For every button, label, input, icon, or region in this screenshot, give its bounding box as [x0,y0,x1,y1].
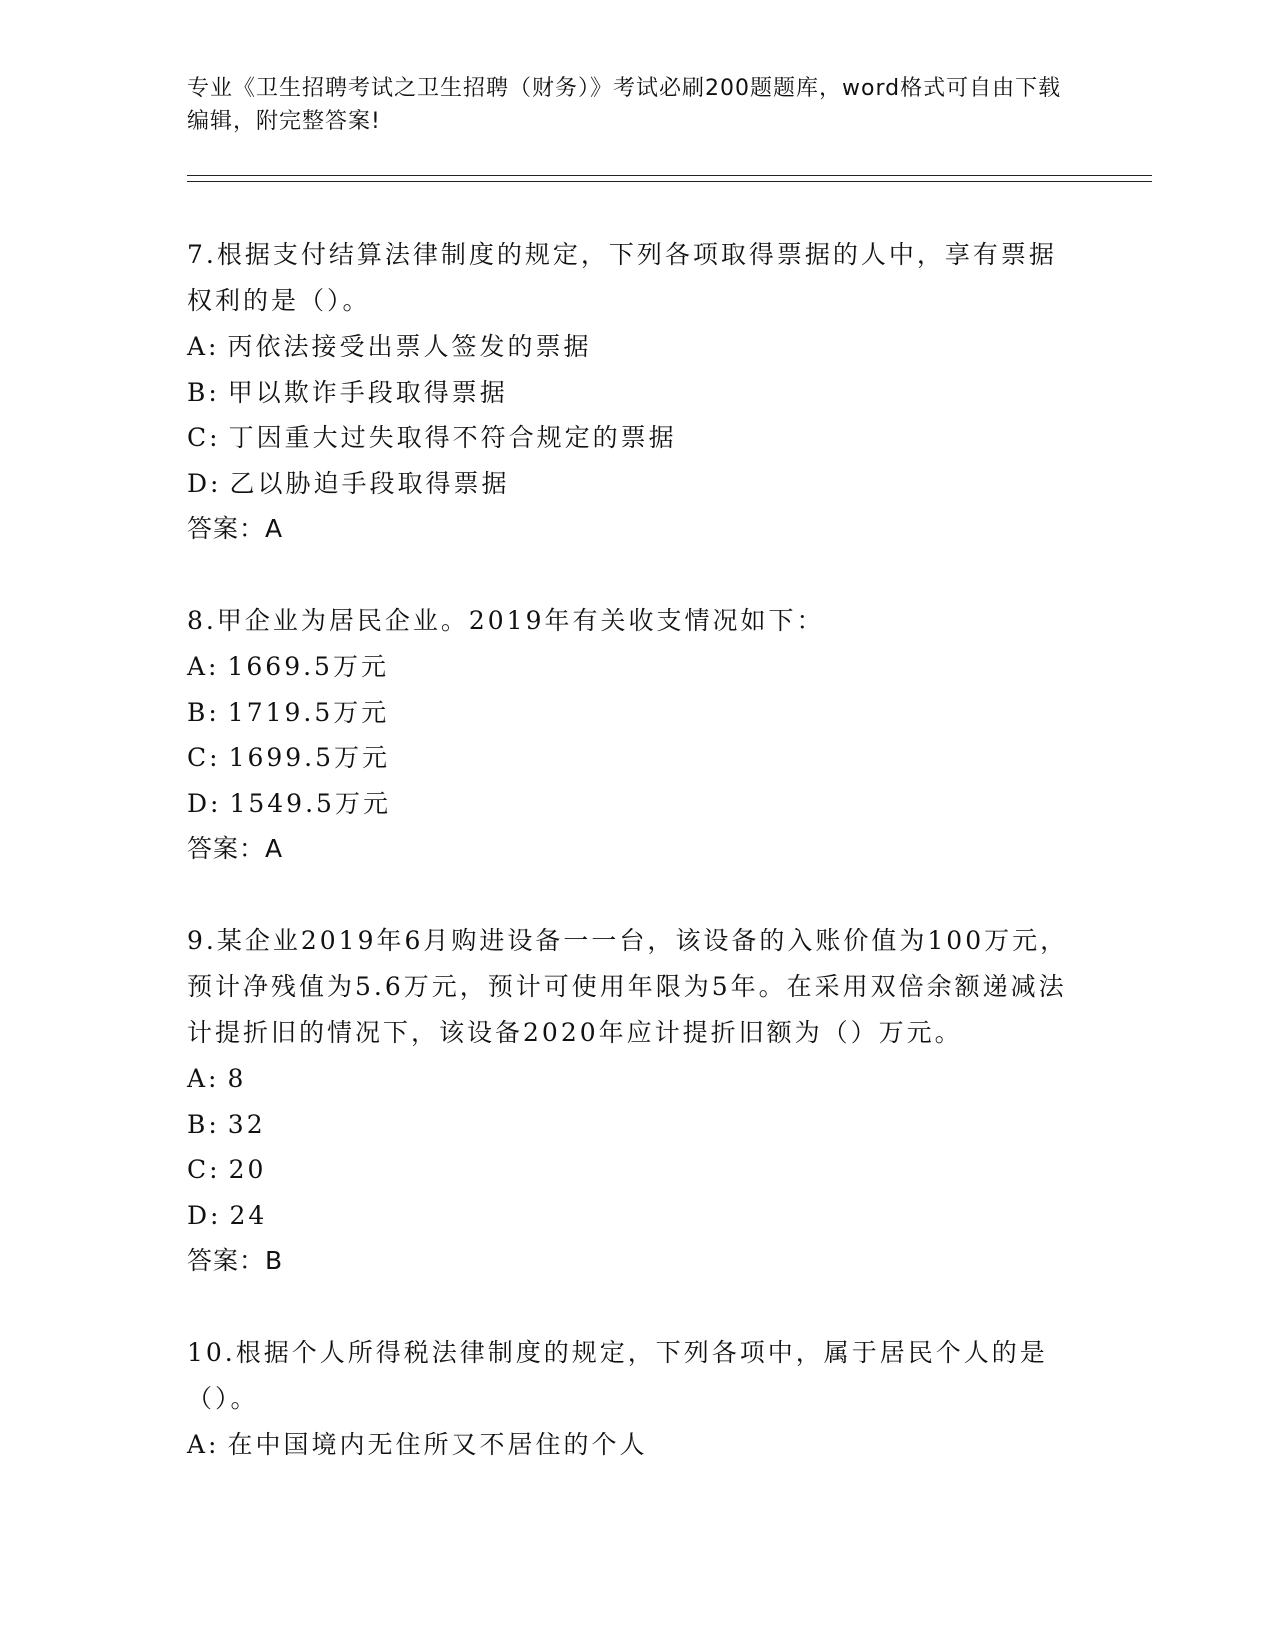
option-text: 乙以胁迫手段取得票据 [229,468,510,498]
option-c [187,735,1077,781]
option-b [187,370,1077,416]
answer-line [187,826,1077,872]
option-d [187,1193,1077,1239]
option-text: 20 [228,1155,267,1184]
header-divider-top [187,175,1152,176]
question-text: 9.某企业2019年6月购进设备一一台，该设备的入账价值为100万元，预计净残值为5.6万元，预计可使用年限为5年。在采用双倍余额递减法计提折旧的情况下，该设备2020年应计提折旧额为（）万元。 [187,926,1069,1047]
option-letter: C: [187,743,221,772]
option-b [187,690,1077,736]
option-text: 1699.5万元 [228,743,391,772]
answer-line [187,506,1077,552]
option-letter: B: [187,377,220,407]
option-text: 24 [229,1200,268,1230]
header-divider-bottom [187,181,1152,182]
answer-label: 答案： [187,1246,266,1275]
option-letter: C: [187,423,221,452]
option-text: 甲以欺诈手段取得票据 [227,377,508,407]
option-d [187,461,1077,507]
question-text: 10.根据个人所得税法律制度的规定，下列各项中，属于居民个人的是（）。 [187,1338,1048,1413]
option-letter: D: [187,1200,222,1230]
option-c [187,1147,1077,1193]
answer-line [187,1238,1077,1284]
answer-value: B [265,1246,284,1275]
option-a [187,324,1077,370]
option-a [187,1422,1077,1468]
option-letter: A: [187,1064,220,1093]
option-text: 丙依法接受出票人签发的票据 [227,332,592,361]
option-letter: A: [187,332,220,361]
option-b [187,1102,1077,1148]
option-letter: A: [187,1430,220,1459]
option-a [187,644,1077,690]
option-text: 32 [227,1109,266,1139]
document-header [187,72,1067,138]
question-text: 7.根据支付结算法律制度的规定，下列各项取得票据的人中，享有票据权利的是（）。 [187,240,1057,315]
option-letter: D: [187,788,222,818]
option-text: 1719.5万元 [227,697,390,727]
answer-label: 答案： [187,514,266,543]
question-10 [187,1330,1077,1468]
option-letter: B: [187,697,220,727]
option-letter: B: [187,1109,220,1139]
option-letter: C: [187,1155,221,1184]
option-text: 1669.5万元 [227,652,389,681]
question-text: 8.甲企业为居民企业。2019年有关收支情况如下： [187,606,825,635]
question-8 [187,598,1077,872]
header-title: 专业《卫生招聘考试之卫生招聘（财务）》考试必刷200题题库，word格式可自由下载编辑，附完整答案! [187,76,1062,134]
answer-value: A [265,514,284,543]
answer-value: A [265,834,284,863]
question-7 [187,232,1077,552]
option-a [187,1056,1077,1102]
question-9 [187,918,1077,1284]
option-d [187,781,1077,827]
option-text: 在中国境内无住所又不居住的个人 [227,1430,648,1459]
option-letter: D: [187,468,222,498]
option-letter: A: [187,652,220,681]
option-c [187,415,1077,461]
option-text: 8 [227,1064,247,1093]
option-text: 1549.5万元 [229,788,391,818]
question-list [187,232,1077,1514]
option-text: 丁因重大过失取得不符合规定的票据 [228,423,677,452]
answer-label: 答案： [187,834,266,863]
